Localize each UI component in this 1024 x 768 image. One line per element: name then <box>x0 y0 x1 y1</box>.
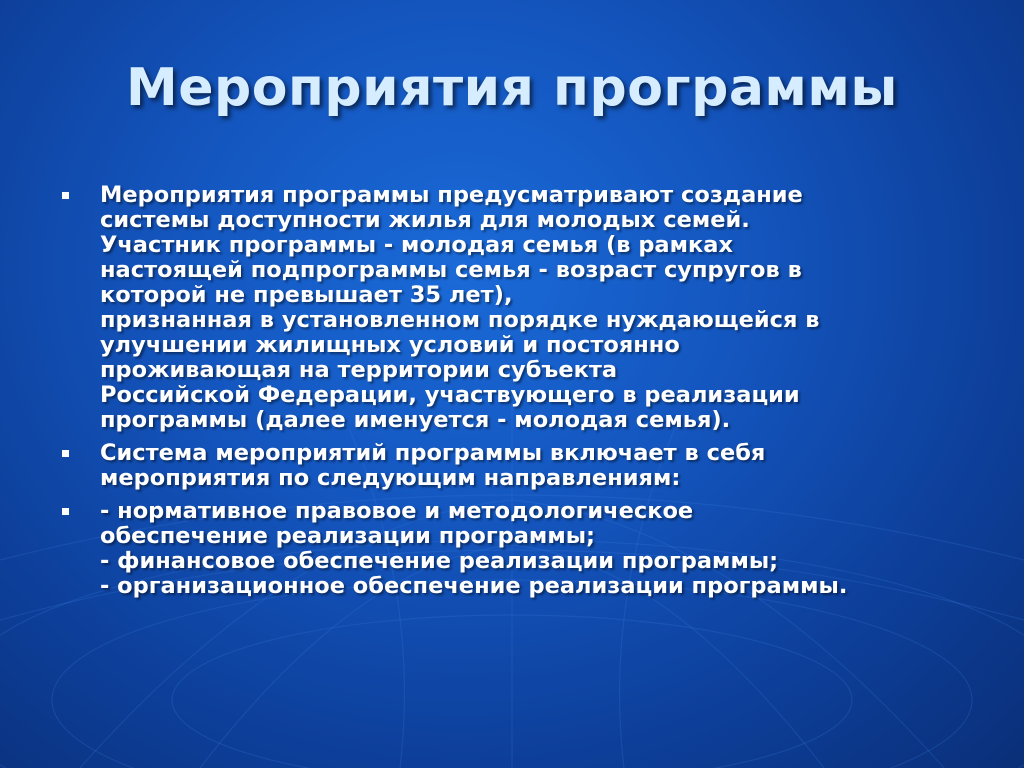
bullet-text: Мероприятия программы предусматривают создание системы доступности жилья для молодых семей. Участник программы - молодая семья (в рамках настоящей подпрограммы семья - возраст супругов в которой не превышает 35 лет), признанная в установленном порядке нуждающейся в улучшении жилищных условий и постоянно проживающая на территории субъекта Российской Федерации, участвующего в реализации программы (далее именуется - молодая семья). <box>100 182 820 433</box>
list-item <box>62 499 982 599</box>
bullet-text: - нормативное правовое и методологическое обеспечение реализации программы; - финансовое обеспечение реализации программы; - организационное обеспечение реализации программы. <box>100 498 848 599</box>
slide-title: Мероприятия программы <box>126 58 898 118</box>
square-bullet-icon <box>62 192 69 199</box>
list-item <box>62 183 982 433</box>
bullet-text: Система мероприятий программы включает в себя мероприятия по следующим направлениям: <box>100 440 766 491</box>
list-item <box>62 441 982 491</box>
bullet-list <box>62 183 982 607</box>
square-bullet-icon <box>62 450 69 457</box>
square-bullet-icon <box>62 508 69 515</box>
